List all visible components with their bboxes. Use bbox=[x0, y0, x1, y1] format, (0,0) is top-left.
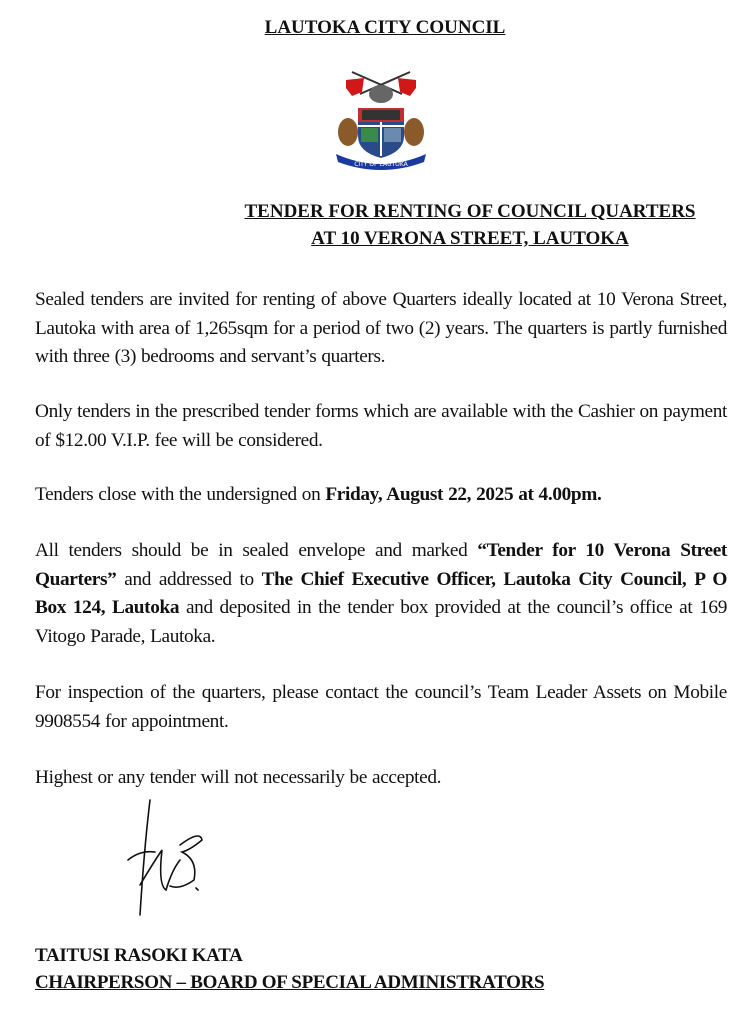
submission-text-2: and addressed to bbox=[116, 568, 262, 590]
closing-text: Tenders close with the undersigned on bbox=[35, 484, 326, 505]
paragraph-submission bbox=[35, 537, 727, 652]
tender-title bbox=[150, 198, 756, 252]
closing-date: Friday, August 22, 2025 at 4.00pm. bbox=[325, 484, 602, 505]
paragraph-closing-date bbox=[35, 481, 727, 510]
council-name-heading: LAUTOKA CITY COUNCIL bbox=[264, 17, 506, 38]
council-coat-of-arms-logo bbox=[332, 66, 430, 170]
paragraph-tender-forms: Only tenders in the prescribed tender forms which are available with the Cashier on payment of $12.00 V.I.P. fee will be considered. bbox=[35, 401, 727, 451]
tender-title-line2: AT 10 VERONA STREET, LAUTOKA bbox=[311, 228, 629, 249]
svg-text:CITY OF LAUTOKA: CITY OF LAUTOKA bbox=[354, 161, 408, 168]
handwritten-signature bbox=[110, 790, 220, 920]
paragraph-inspection: For inspection of the quarters, please contact the council’s Team Leader Assets on Mobile 9908554 for appointment. bbox=[35, 682, 727, 732]
signatory-role: CHAIRPERSON – BOARD OF SPECIAL ADMINISTRATORS bbox=[35, 972, 545, 993]
addressee: The Chief Executive Officer, Lautoka City Council, P O Box 124, Lautoka bbox=[35, 568, 727, 619]
submission-text-3: and deposited in the tender box provided at the council’s office at 169 Vitogo Parade, Lautoka. bbox=[35, 597, 728, 648]
paragraph-disclaimer: Highest or any tender will not necessarily be accepted. bbox=[35, 767, 442, 788]
paragraph-description: Sealed tenders are invited for renting of above Quarters ideally located at 10 Verona Street, Lautoka with area of 1,265sqm for a period of two (2) years. The quarters is partly furnished with three (3) bedrooms and servant’s quarters. bbox=[35, 289, 727, 368]
signatory-name: TAITUSI RASOKI KATA bbox=[35, 945, 243, 966]
envelope-marking: “Tender for 10 Verona Street Quarters” bbox=[35, 540, 727, 590]
tender-title-line1: TENDER FOR RENTING OF COUNCIL QUARTERS bbox=[244, 201, 696, 222]
submission-text-1: All tenders should be in sealed envelope and marked bbox=[35, 540, 478, 561]
